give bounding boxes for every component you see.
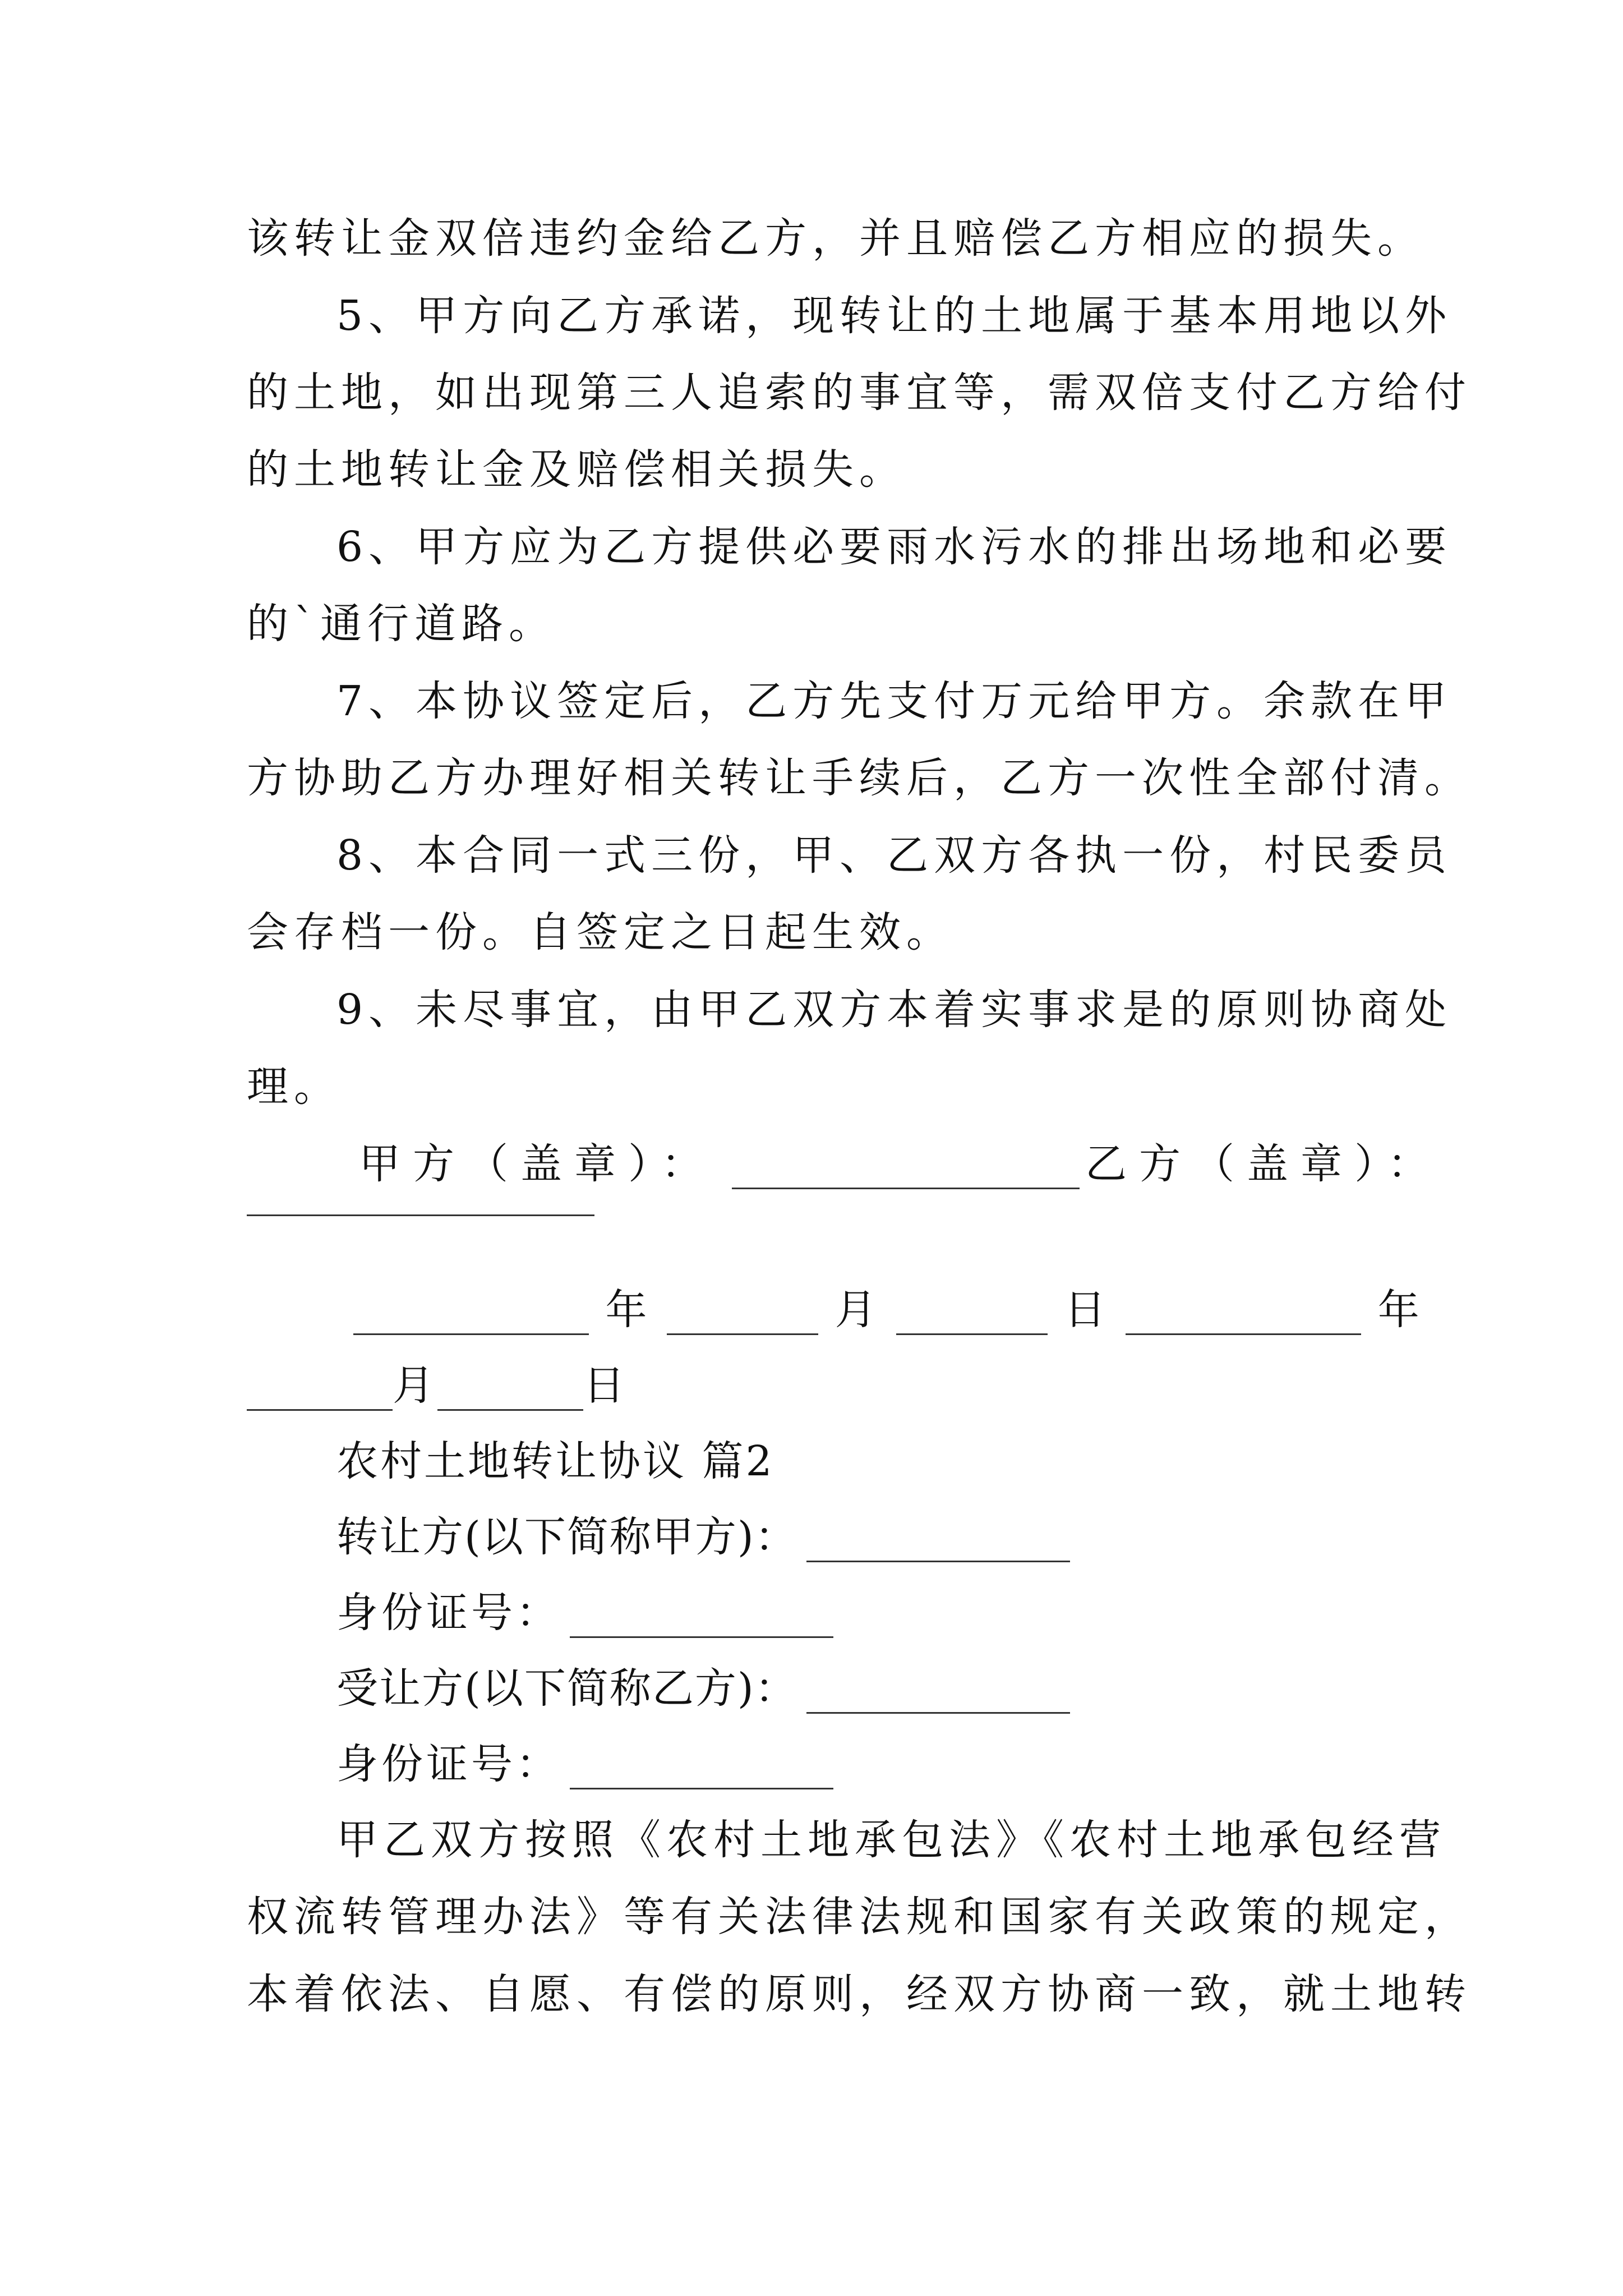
transferor-blank: [806, 1521, 1070, 1562]
year-blank: [1126, 1294, 1361, 1335]
id-blank: [570, 1597, 833, 1638]
day-blank: [437, 1370, 583, 1411]
party-a-seal-blank: [732, 1148, 1080, 1189]
clause-9-line: 理。: [247, 1062, 341, 1111]
year-label: 年: [605, 1286, 651, 1334]
date-row: [353, 1285, 1423, 1335]
month-blank: [247, 1370, 393, 1411]
transferor-label: 转让方(以下简称甲方)：: [336, 1513, 797, 1561]
clause-5-line: 的土地，如出现第三人追索的事宜等，需双倍支付乙方给付: [247, 369, 1472, 417]
intro-line: 本着依法、自愿、有偿的原则，经双方协商一致，就土地转: [247, 1970, 1472, 2018]
month-label: 月: [834, 1286, 880, 1334]
id-label: 身份证号：: [336, 1740, 561, 1788]
clause-6-line: 的`通行道路。: [247, 600, 556, 648]
intro-line: 权流转管理办法》等有关法律法规和国家有关政策的规定，: [247, 1893, 1472, 1941]
id-label: 身份证号：: [336, 1589, 561, 1637]
section-title: 农村土地转让协议 篇2: [336, 1437, 774, 1485]
clause-5-line: 的土地转让金及赔偿相关损失。: [247, 445, 906, 494]
intro-line: 甲乙双方按照《农村土地承包法》《农村土地承包经营: [336, 1816, 1446, 1864]
party-a-seal-label: 甲方（盖章）：: [359, 1140, 715, 1188]
day-blank: [896, 1294, 1048, 1335]
clause-7-line: 7、本协议签定后，乙方先支付万元给甲方。余款在甲: [336, 677, 1453, 725]
day-label: 日: [583, 1361, 628, 1410]
paragraph-line: 该转让金双倍违约金给乙方，并且赔偿乙方相应的损失。: [247, 214, 1424, 263]
party-b-seal-blank: [247, 1214, 594, 1216]
id-blank: [570, 1749, 833, 1789]
transferee-label: 受让方(以下简称乙方)：: [336, 1664, 797, 1713]
clause-6-line: 6、甲方应为乙方提供必要雨水污水的排出场地和必要: [336, 523, 1453, 571]
year-label: 年: [1377, 1286, 1423, 1334]
clause-7-line: 方协助乙方办理好相关转让手续后，乙方一次性全部付清。: [247, 754, 1472, 802]
signature-row: [359, 1139, 1441, 1189]
id-row: [336, 1588, 833, 1638]
year-blank: [353, 1294, 589, 1335]
clause-5-line: 5、甲方向乙方承诺，现转让的土地属于基本用地以外: [336, 292, 1453, 340]
month-label: 月: [393, 1361, 437, 1410]
clause-8-line: 8、本合同一式三份，甲、乙双方各执一份，村民委员: [336, 831, 1453, 880]
transferee-blank: [806, 1673, 1070, 1714]
id-row: [336, 1739, 833, 1789]
month-blank: [667, 1294, 818, 1335]
clause-8-line: 会存档一份。自签定之日起生效。: [247, 908, 953, 956]
date-row: [247, 1360, 628, 1411]
clause-9-line: 9、未尽事宜，由甲乙双方本着实事求是的原则协商处: [336, 986, 1453, 1034]
day-label: 日: [1064, 1286, 1109, 1334]
transferor-row: [336, 1512, 1070, 1562]
party-b-seal-label: 乙方（盖章）：: [1085, 1140, 1441, 1188]
transferee-row: [336, 1663, 1070, 1714]
